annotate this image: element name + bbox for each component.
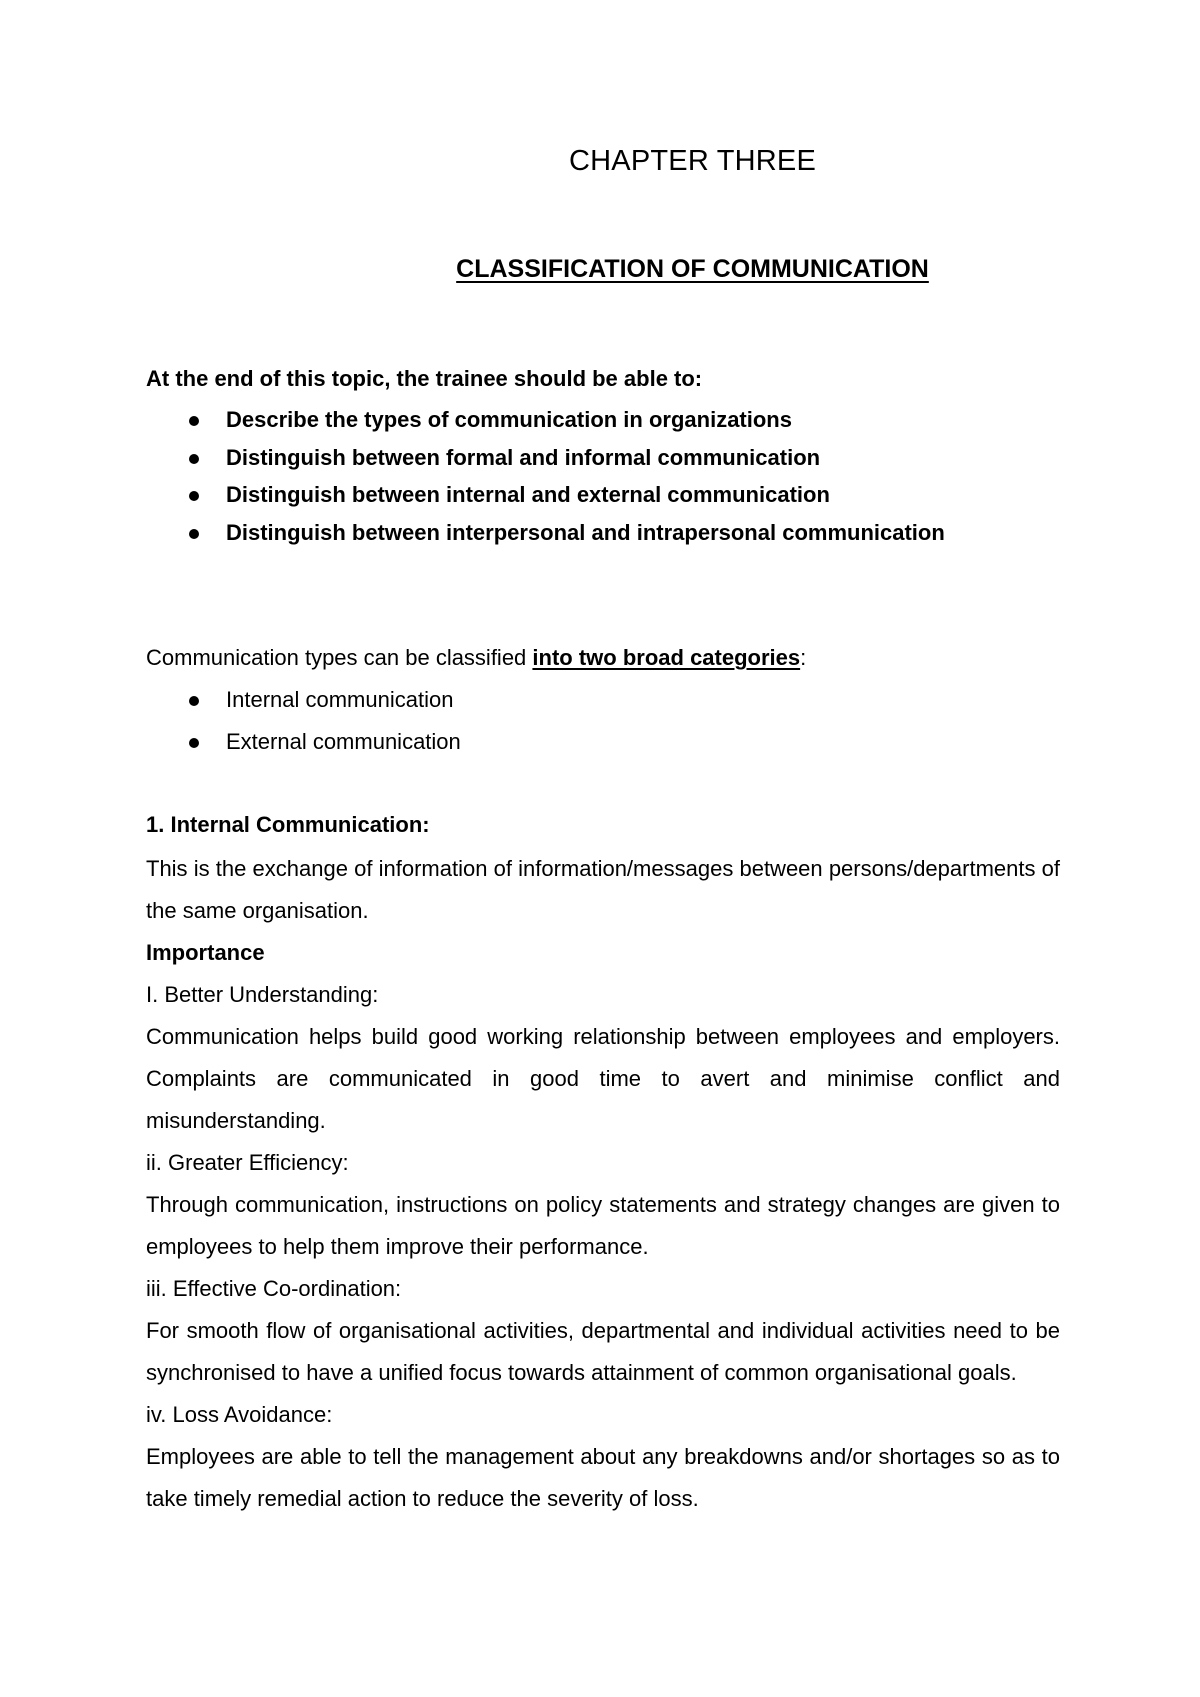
importance-point-title: iv. Loss Avoidance: [146,1402,333,1427]
categories-emphasis: into two broad categories [532,645,801,670]
bullet-icon [189,696,199,706]
chapter-title: CHAPTER THREE [569,145,816,177]
category-item [146,686,461,728]
category-text: External communication [226,728,461,754]
importance-point-text: Employees are able to tell the management about any breakdowns and/or shortages so as to take timely remedial action to reduce the severity of loss. [146,1444,1060,1511]
objective-item [146,519,945,557]
objective-text: Distinguish between formal and informal communication [226,444,821,470]
category-text: Internal communication [226,687,454,712]
importance-point-title: I. Better Understanding: [146,982,379,1007]
objectives-list [146,406,945,556]
importance-point-text: Through communication, instructions on policy statements and strategy changes are given to employees to help them improve their performance. [146,1192,1060,1259]
bullet-icon [189,454,199,464]
bullet-icon [189,491,199,501]
importance-point-title: iii. Effective Co-ordination: [146,1276,402,1301]
categories-intro-colon: : [800,645,807,670]
objective-text: Distinguish between internal and external communication [226,482,830,507]
internal-communication-body [146,848,1060,1520]
objective-text: Distinguish between interpersonal and intrapersonal communication [226,519,945,545]
objective-item [146,481,945,519]
objectives-intro: At the end of this topic, the trainee should be able to: [146,366,703,391]
importance-point-title: ii. Greater Efficiency: [146,1150,349,1175]
categories-intro [146,645,806,671]
importance-point-text: Communication helps build good working relationship between employees and employers. Complaints are communicated in good time to avert and minimise conflict and misunderstanding. [146,1024,1060,1133]
categories-intro-text: Communication types can be classified [146,645,533,670]
objective-item [146,406,945,444]
internal-communication-heading: 1. Internal Communication: [146,812,430,837]
definition-paragraph: This is the exchange of information of information/messages between persons/departments of the same organisation. [146,856,1060,923]
bullet-icon [189,738,199,748]
objective-text: Describe the types of communication in organizations [226,407,792,432]
importance-point-text: For smooth flow of organisational activities, departmental and individual activities need to be synchronised to have a unified focus towards attainment of common organisational goals. [146,1318,1060,1385]
bullet-icon [189,529,199,539]
categories-list [146,686,461,769]
section-title: CLASSIFICATION OF COMMUNICATION [456,255,929,283]
bullet-icon [189,416,199,426]
importance-heading: Importance [146,940,265,965]
objective-item [146,444,945,482]
category-item [146,728,461,770]
